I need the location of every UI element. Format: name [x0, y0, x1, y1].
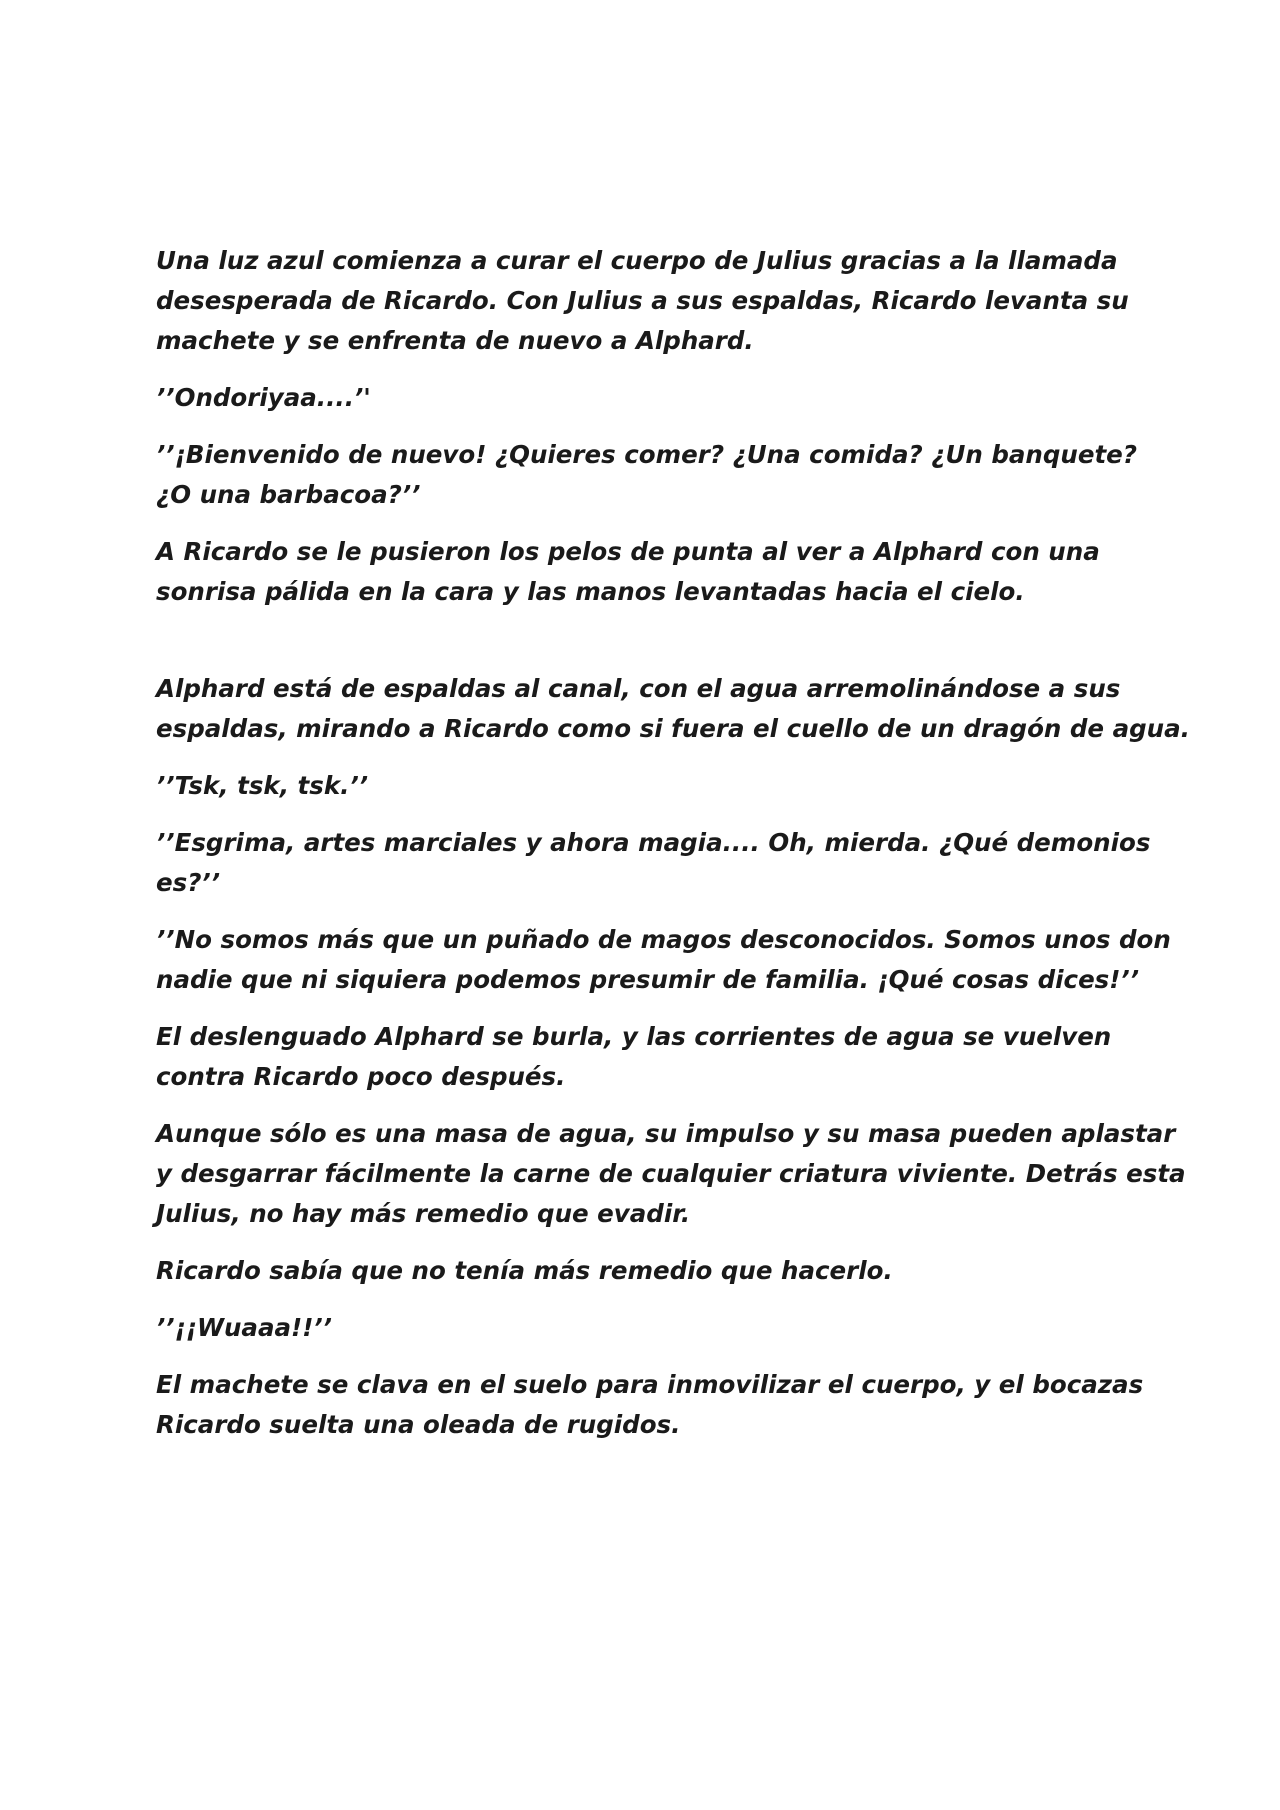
- text-line: ’’Ondoriyaa....’': [156, 383, 371, 412]
- paragraph-9: [156, 1017, 1156, 1097]
- text-line: espaldas, mirando a Ricardo como si fuera el cuello de un dragón de agua.: [156, 714, 1190, 743]
- text-line: ’’¡Bienvenido de nuevo! ¿Quieres comer? ¿Una comida? ¿Un banquete?: [156, 440, 1137, 469]
- paragraph-2: [156, 378, 1156, 418]
- text-line: machete y se enfrenta de nuevo a Alphard.: [156, 326, 754, 355]
- text-line: sonrisa pálida en la cara y las manos levantadas hacia el cielo.: [156, 577, 1025, 606]
- text-line: ’’Tsk, tsk, tsk.’’: [156, 771, 369, 800]
- paragraph-12: [156, 1308, 1156, 1348]
- paragraph-7: [156, 823, 1156, 903]
- paragraph-3: [156, 435, 1156, 515]
- text-line: y desgarrar fácilmente la carne de cualquier criatura viviente. Detrás esta: [156, 1159, 1186, 1188]
- paragraph-8: [156, 920, 1171, 1000]
- paragraph-4: [156, 532, 1156, 612]
- text-line: es?’’: [156, 868, 221, 897]
- text-line: Ricardo suelta una oleada de rugidos.: [156, 1410, 681, 1439]
- text-line: nadie que ni siquiera podemos presumir de familia. ¡Qué cosas dices!’’: [156, 965, 1140, 994]
- paragraph-5: [156, 669, 1190, 749]
- text-line: Una luz azul comienza a curar el cuerpo de Julius gracias a la llamada: [156, 246, 1118, 275]
- body-text: [156, 241, 1190, 1462]
- text-line: contra Ricardo poco después.: [156, 1062, 566, 1091]
- text-line: A Ricardo se le pusieron los pelos de punta al ver a Alphard con una: [156, 537, 1100, 566]
- paragraph-1: [156, 241, 1156, 361]
- text-line: ’’No somos más que un puñado de magos desconocidos. Somos unos don: [156, 925, 1171, 954]
- text-line: Alphard está de espaldas al canal, con el agua arremolinándose a sus: [156, 674, 1121, 703]
- paragraph-10: [156, 1114, 1186, 1234]
- paragraph-6: [156, 766, 1156, 806]
- text-line: Julius, no hay más remedio que evadir.: [156, 1199, 691, 1228]
- text-line: ’’Esgrima, artes marciales y ahora magia.... Oh, mierda. ¿Qué demonios: [156, 828, 1151, 857]
- text-line: El machete se clava en el suelo para inmovilizar el cuerpo, y el bocazas: [156, 1370, 1144, 1399]
- text-line: ’’¡¡Wuaaa!!’’: [156, 1313, 332, 1342]
- paragraph-11: [156, 1251, 1156, 1291]
- text-line: ¿O una barbacoa?’’: [156, 480, 421, 509]
- text-line: Aunque sólo es una masa de agua, su impulso y su masa pueden aplastar: [156, 1119, 1176, 1148]
- paragraph-13: [156, 1365, 1156, 1445]
- text-line: El deslenguado Alphard se burla, y las corrientes de agua se vuelven: [156, 1022, 1112, 1051]
- text-line: Ricardo sabía que no tenía más remedio que hacerlo.: [156, 1256, 893, 1285]
- text-line: desesperada de Ricardo. Con Julius a sus espaldas, Ricardo levanta su: [156, 286, 1129, 315]
